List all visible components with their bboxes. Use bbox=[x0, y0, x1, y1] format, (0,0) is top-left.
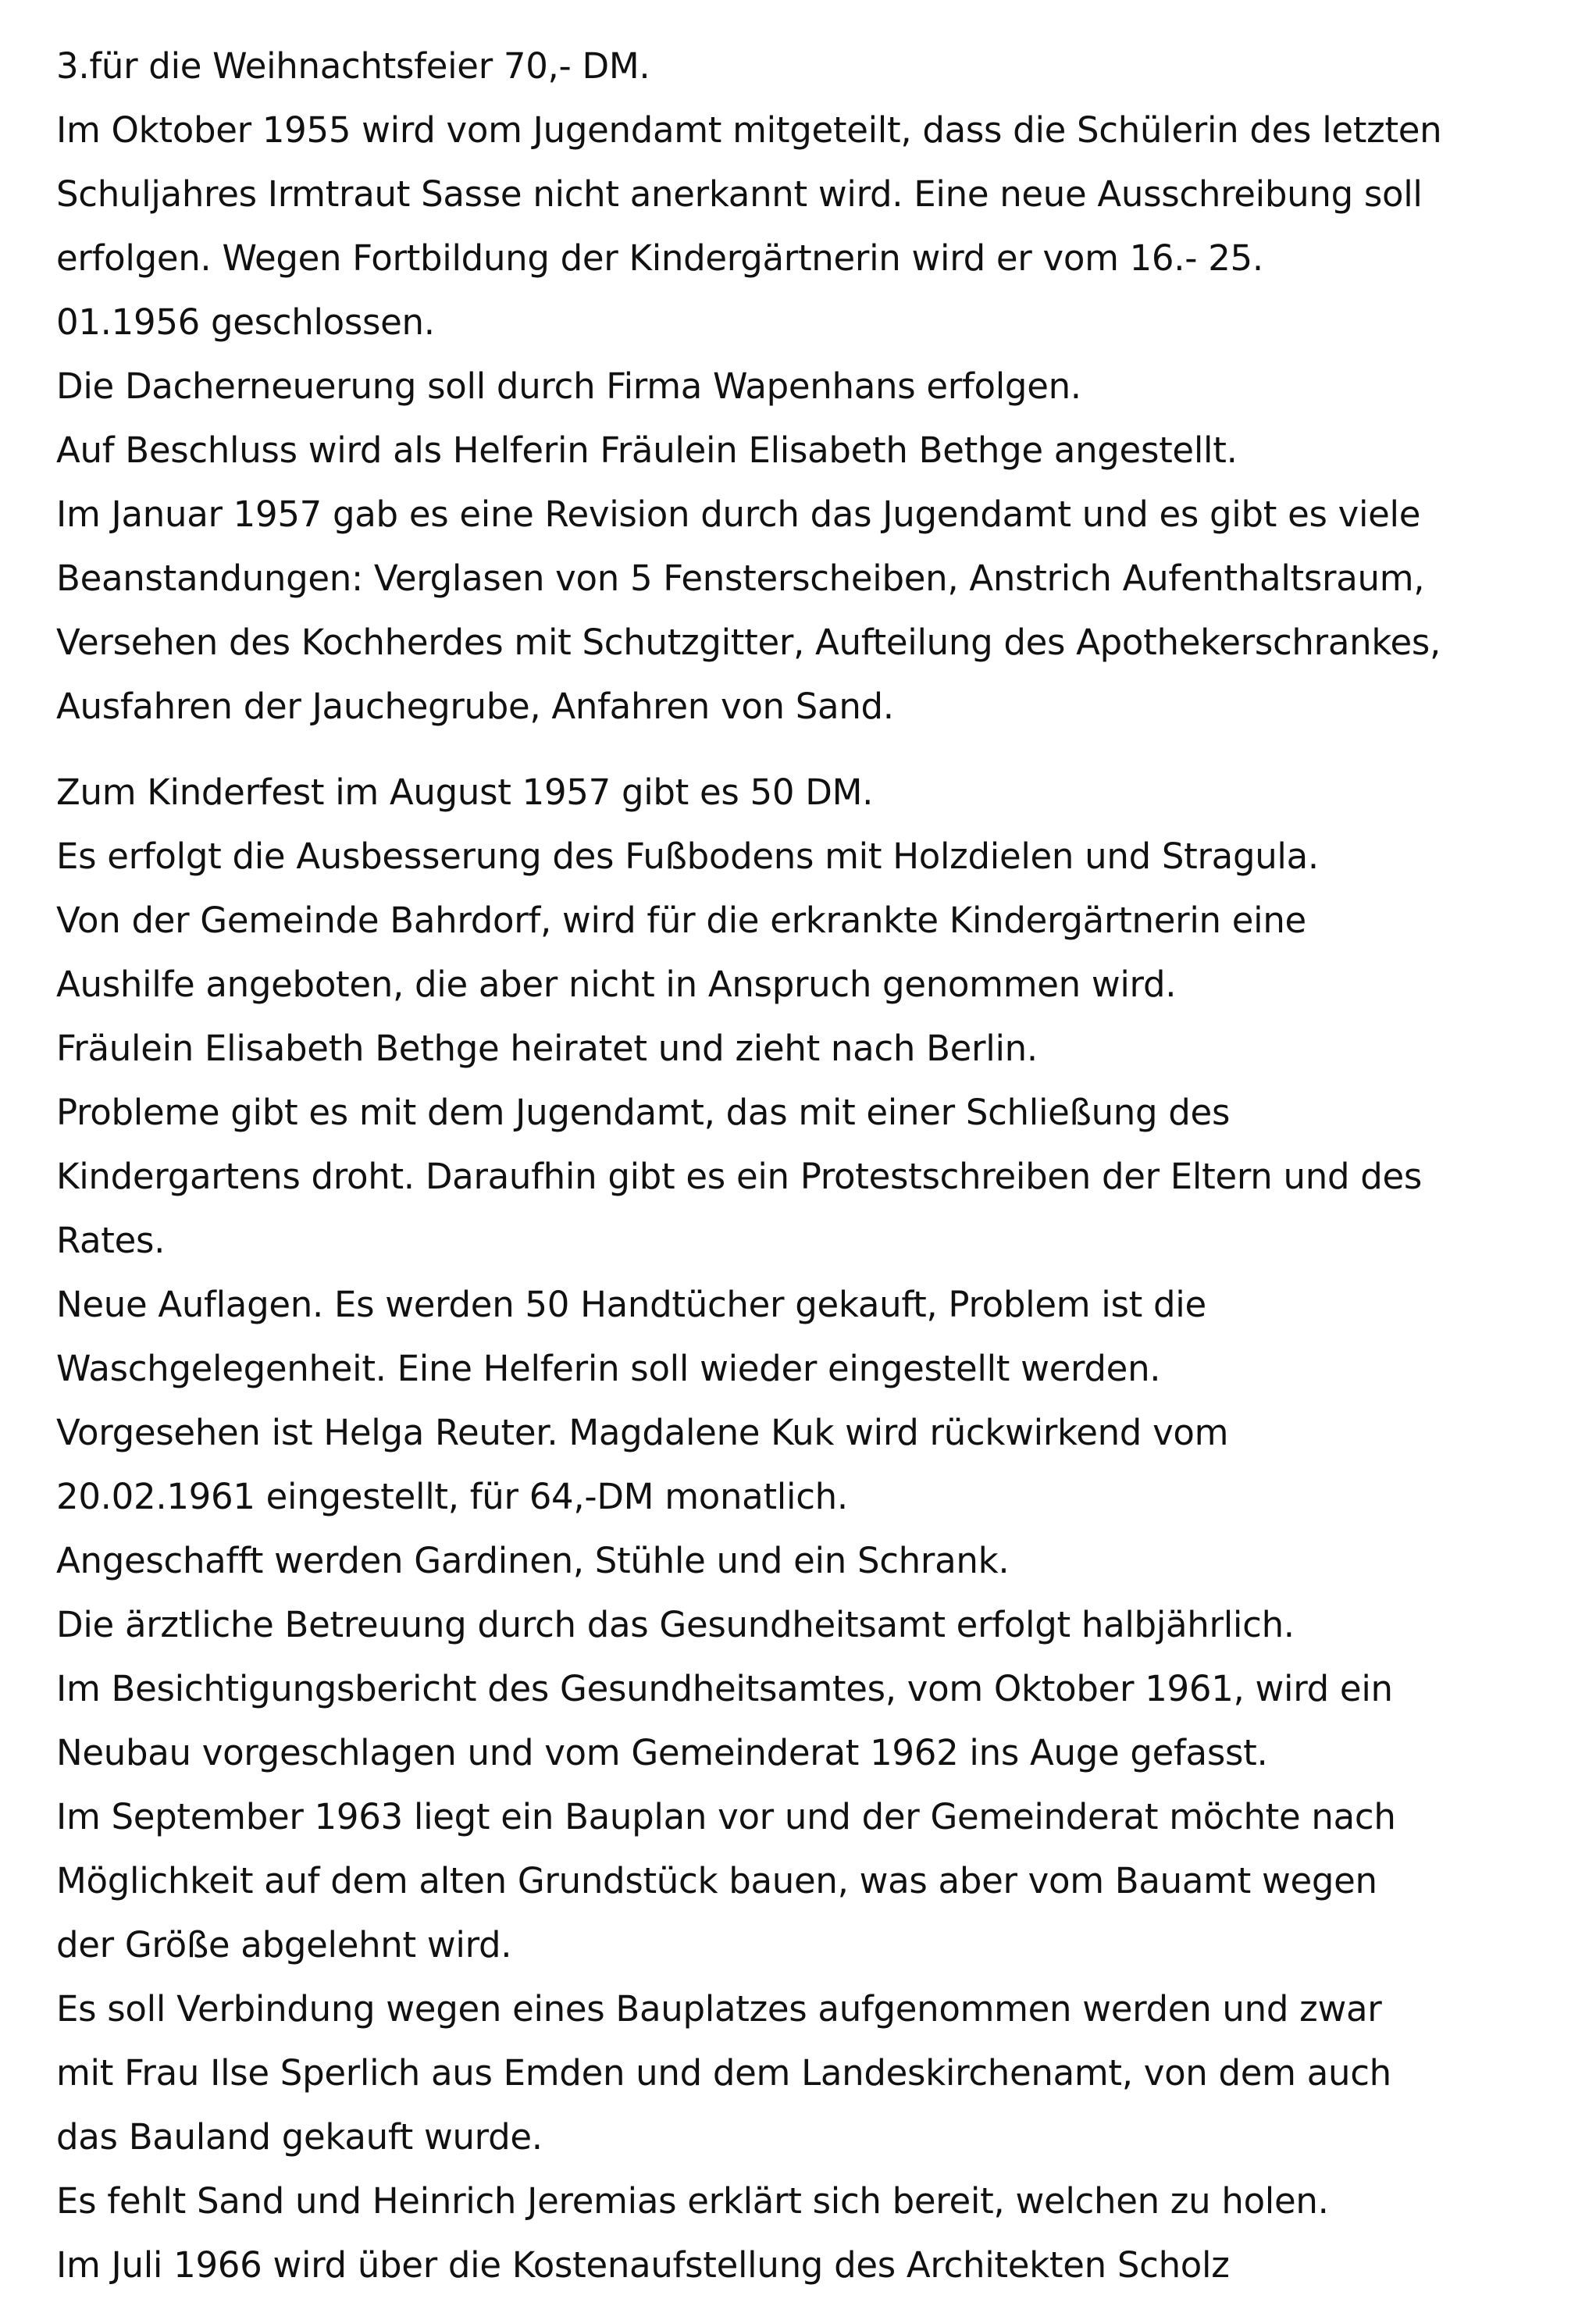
text-line: der Größe abgelehnt wird. bbox=[56, 1924, 512, 1966]
document-body bbox=[56, 34, 1555, 2297]
text-line: Neue Auflagen. Es werden 50 Handtücher gekauft, Problem ist die bbox=[56, 1284, 1206, 1325]
text-line: Im September 1963 liegt ein Bauplan vor und der Gemeinderat möchte nach bbox=[56, 1796, 1396, 1837]
text-line: Es fehlt Sand und Heinrich Jeremias erklärt sich bereit, welchen zu holen. bbox=[56, 2180, 1329, 2222]
text-line: Ausfahren der Jauchegrube, Anfahren von Sand. bbox=[56, 686, 894, 727]
text-line: Vorgesehen ist Helga Reuter. Magdalene Kuk wird rückwirkend vom bbox=[56, 1412, 1229, 1453]
text-line: Im Juli 1966 wird über die Kostenaufstellung des Architekten Scholz bbox=[56, 2244, 1230, 2286]
text-line: Es erfolgt die Ausbesserung des Fußbodens mit Holzdielen und Stragula. bbox=[56, 836, 1319, 877]
paragraph-gap bbox=[56, 739, 1555, 761]
text-line: Im Oktober 1955 wird vom Jugendamt mitgeteilt, dass die Schülerin des letzten bbox=[56, 109, 1442, 151]
text-line: 3.für die Weihnachtsfeier 70,- DM. bbox=[56, 45, 650, 87]
text-line: Möglichkeit auf dem alten Grundstück bauen, was aber vom Bauamt wegen bbox=[56, 1860, 1377, 1901]
text-line: erfolgen. Wegen Fortbildung der Kindergärtnerin wird er vom 16.- 25. bbox=[56, 237, 1263, 279]
text-line: Die Dacherneuerung soll durch Firma Wapenhans erfolgen. bbox=[56, 365, 1081, 407]
text-line: Aushilfe angeboten, die aber nicht in Anspruch genommen wird. bbox=[56, 964, 1177, 1005]
text-line: Beanstandungen: Verglasen von 5 Fensterscheiben, Anstrich Aufenthaltsraum, bbox=[56, 558, 1425, 599]
text-line: Waschgelegenheit. Eine Helferin soll wieder eingestellt werden. bbox=[56, 1348, 1161, 1389]
text-line: Kindergartens droht. Daraufhin gibt es ein Protestschreiben der Eltern und des bbox=[56, 1156, 1423, 1197]
text-line: Im Januar 1957 gab es eine Revision durch das Jugendamt und es gibt es viele bbox=[56, 494, 1421, 535]
text-line: 01.1956 geschlossen. bbox=[56, 301, 435, 343]
text-line: Die ärztliche Betreuung durch das Gesundheitsamt erfolgt halbjährlich. bbox=[56, 1604, 1295, 1645]
text-line: Im Besichtigungsbericht des Gesundheitsamtes, vom Oktober 1961, wird ein bbox=[56, 1668, 1393, 1709]
text-line: Schuljahres Irmtraut Sasse nicht anerkannt wird. Eine neue Ausschreibung soll bbox=[56, 173, 1423, 215]
text-line: Neubau vorgeschlagen und vom Gemeinderat 1962 ins Auge gefasst. bbox=[56, 1732, 1268, 1773]
text-line: Rates. bbox=[56, 1220, 166, 1261]
text-line: Es soll Verbindung wegen eines Bauplatzes aufgenommen werden und zwar bbox=[56, 1988, 1382, 2030]
text-line: Angeschafft werden Gardinen, Stühle und ein Schrank. bbox=[56, 1540, 1010, 1581]
text-line: Fräulein Elisabeth Bethge heiratet und zieht nach Berlin. bbox=[56, 1028, 1038, 1069]
text-line: Auf Beschluss wird als Helferin Fräulein Elisabeth Bethge angestellt. bbox=[56, 429, 1238, 471]
text-line: Zum Kinderfest im August 1957 gibt es 50 DM. bbox=[56, 772, 874, 813]
text-line: Versehen des Kochherdes mit Schutzgitter, Aufteilung des Apothekerschrankes, bbox=[56, 622, 1441, 663]
text-line: 20.02.1961 eingestellt, für 64,-DM monatlich. bbox=[56, 1476, 848, 1517]
text-line: Probleme gibt es mit dem Jugendamt, das mit einer Schließung des bbox=[56, 1092, 1231, 1133]
text-line: mit Frau Ilse Sperlich aus Emden und dem Landeskirchenamt, von dem auch bbox=[56, 2052, 1391, 2094]
text-line: Von der Gemeinde Bahrdorf, wird für die erkrankte Kindergärtnerin eine bbox=[56, 900, 1306, 941]
text-line: das Bauland gekauft wurde. bbox=[56, 2116, 543, 2158]
